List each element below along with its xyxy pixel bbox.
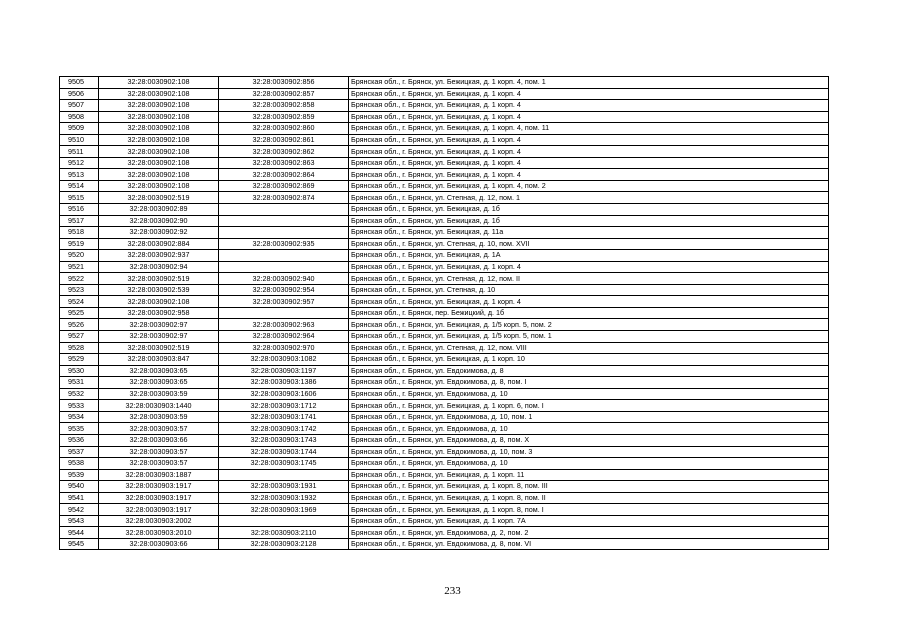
object-cadastral-number-cell: 32:28:0030903:1712	[219, 400, 349, 412]
table-row	[60, 180, 829, 192]
table-row	[60, 400, 829, 412]
object-cadastral-number-cell	[219, 469, 349, 481]
land-cadastral-number-cell: 32:28:0030902:97	[99, 331, 219, 343]
table-row	[60, 307, 829, 319]
row-number-cell: 9505	[60, 77, 99, 89]
land-cadastral-number-cell: 32:28:0030902:519	[99, 342, 219, 354]
object-cadastral-number-cell	[219, 227, 349, 239]
object-cadastral-number-cell: 32:28:0030902:964	[219, 331, 349, 343]
row-number-cell: 9519	[60, 238, 99, 250]
table-row	[60, 123, 829, 135]
row-number-cell: 9535	[60, 423, 99, 435]
land-cadastral-number-cell: 32:28:0030902:97	[99, 319, 219, 331]
row-number-cell: 9533	[60, 400, 99, 412]
land-cadastral-number-cell: 32:28:0030903:1887	[99, 469, 219, 481]
table-row	[60, 319, 829, 331]
table-row	[60, 504, 829, 516]
address-cell: Брянская обл., г. Брянск, ул. Бежицкая, д. 1 корп. 10	[349, 354, 829, 366]
object-cadastral-number-cell: 32:28:0030902:869	[219, 180, 349, 192]
land-cadastral-number-cell: 32:28:0030902:94	[99, 261, 219, 273]
row-number-cell: 9523	[60, 284, 99, 296]
table-row	[60, 215, 829, 227]
table-row	[60, 538, 829, 550]
land-cadastral-number-cell: 32:28:0030902:108	[99, 169, 219, 181]
object-cadastral-number-cell: 32:28:0030903:1197	[219, 365, 349, 377]
table-row	[60, 388, 829, 400]
land-cadastral-number-cell: 32:28:0030902:108	[99, 77, 219, 89]
address-cell: Брянская обл., г. Брянск, ул. Бежицкая, д. 1 корп. 4	[349, 111, 829, 123]
object-cadastral-number-cell: 32:28:0030903:1744	[219, 446, 349, 458]
land-cadastral-number-cell: 32:28:0030903:1440	[99, 400, 219, 412]
address-cell: Брянская обл., г. Брянск, ул. Степная, д. 12, пом. II	[349, 273, 829, 285]
address-cell: Брянская обл., г. Брянск, ул. Евдокимова, д. 10, пом. 3	[349, 446, 829, 458]
address-cell: Брянская обл., г. Брянск, ул. Бежицкая, д. 1 корп. 8, пом. I	[349, 504, 829, 516]
table-row	[60, 261, 829, 273]
land-cadastral-number-cell: 32:28:0030902:539	[99, 284, 219, 296]
table-row	[60, 273, 829, 285]
address-cell: Брянская обл., г. Брянск, ул. Евдокимова, д. 8, пом. I	[349, 377, 829, 389]
land-cadastral-number-cell: 32:28:0030903:847	[99, 354, 219, 366]
address-cell: Брянская обл., г. Брянск, ул. Бежицкая, д. 1 корп. 4, пом. 2	[349, 180, 829, 192]
land-cadastral-number-cell: 32:28:0030902:108	[99, 146, 219, 158]
address-cell: Брянская обл., г. Брянск, ул. Бежицкая, д. 1 корп. 11	[349, 469, 829, 481]
row-number-cell: 9544	[60, 527, 99, 539]
land-cadastral-number-cell: 32:28:0030902:108	[99, 296, 219, 308]
row-number-cell: 9542	[60, 504, 99, 516]
row-number-cell: 9529	[60, 354, 99, 366]
address-cell: Брянская обл., г. Брянск, ул. Евдокимова, д. 8, пом. X	[349, 434, 829, 446]
row-number-cell: 9512	[60, 157, 99, 169]
table-row	[60, 411, 829, 423]
table-row	[60, 204, 829, 216]
address-cell: Брянская обл., г. Брянск, ул. Бежицкая, д. 1 корп. 4	[349, 88, 829, 100]
land-cadastral-number-cell: 32:28:0030903:59	[99, 388, 219, 400]
table-row	[60, 192, 829, 204]
land-cadastral-number-cell: 32:28:0030903:1917	[99, 492, 219, 504]
land-cadastral-number-cell: 32:28:0030903:1917	[99, 481, 219, 493]
object-cadastral-number-cell: 32:28:0030902:954	[219, 284, 349, 296]
address-cell: Брянская обл., г. Брянск, ул. Бежицкая, д. 1б	[349, 204, 829, 216]
row-number-cell: 9513	[60, 169, 99, 181]
land-cadastral-number-cell: 32:28:0030902:89	[99, 204, 219, 216]
row-number-cell: 9539	[60, 469, 99, 481]
object-cadastral-number-cell: 32:28:0030903:1969	[219, 504, 349, 516]
object-cadastral-number-cell: 32:28:0030902:858	[219, 100, 349, 112]
address-cell: Брянская обл., г. Брянск, ул. Степная, д. 10, пом. XVII	[349, 238, 829, 250]
object-cadastral-number-cell: 32:28:0030903:1932	[219, 492, 349, 504]
row-number-cell: 9509	[60, 123, 99, 135]
row-number-cell: 9521	[60, 261, 99, 273]
object-cadastral-number-cell: 32:28:0030902:874	[219, 192, 349, 204]
row-number-cell: 9527	[60, 331, 99, 343]
address-cell: Брянская обл., г. Брянск, ул. Бежицкая, д. 1 корп. 8, пом. II	[349, 492, 829, 504]
row-number-cell: 9540	[60, 481, 99, 493]
object-cadastral-number-cell: 32:28:0030903:1386	[219, 377, 349, 389]
object-cadastral-number-cell: 32:28:0030902:859	[219, 111, 349, 123]
row-number-cell: 9545	[60, 538, 99, 550]
row-number-cell: 9525	[60, 307, 99, 319]
table-row	[60, 423, 829, 435]
address-cell: Брянская обл., г. Брянск, ул. Степная, д. 12, пом. VIII	[349, 342, 829, 354]
row-number-cell: 9511	[60, 146, 99, 158]
table-row	[60, 88, 829, 100]
row-number-cell: 9543	[60, 515, 99, 527]
object-cadastral-number-cell: 32:28:0030903:2110	[219, 527, 349, 539]
row-number-cell: 9520	[60, 250, 99, 262]
table-row	[60, 250, 829, 262]
address-cell: Брянская обл., г. Брянск, ул. Бежицкая, д. 1 корп. 4	[349, 134, 829, 146]
object-cadastral-number-cell: 32:28:0030902:940	[219, 273, 349, 285]
page-number: 233	[444, 585, 461, 597]
address-cell: Брянская обл., г. Брянск, ул. Евдокимова, д. 10	[349, 388, 829, 400]
address-cell: Брянская обл., г. Брянск, ул. Бежицкая, д. 1 корп. 4	[349, 157, 829, 169]
object-cadastral-number-cell: 32:28:0030903:1606	[219, 388, 349, 400]
address-cell: Брянская обл., г. Брянск, ул. Бежицкая, д. 1б	[349, 215, 829, 227]
row-number-cell: 9508	[60, 111, 99, 123]
address-cell: Брянская обл., г. Брянск, ул. Бежицкая, д. 1 корп. 6, пом. I	[349, 400, 829, 412]
object-cadastral-number-cell: 32:28:0030902:856	[219, 77, 349, 89]
table-row	[60, 469, 829, 481]
object-cadastral-number-cell: 32:28:0030902:864	[219, 169, 349, 181]
address-cell: Брянская обл., г. Брянск, ул. Бежицкая, д. 1 корп. 4, пом. 1	[349, 77, 829, 89]
table-row	[60, 527, 829, 539]
table-row	[60, 365, 829, 377]
object-cadastral-number-cell	[219, 307, 349, 319]
object-cadastral-number-cell: 32:28:0030903:1743	[219, 434, 349, 446]
object-cadastral-number-cell: 32:28:0030903:1082	[219, 354, 349, 366]
table-row	[60, 492, 829, 504]
land-cadastral-number-cell: 32:28:0030903:65	[99, 377, 219, 389]
row-number-cell: 9515	[60, 192, 99, 204]
row-number-cell: 9522	[60, 273, 99, 285]
address-cell: Брянская обл., г. Брянск, ул. Евдокимова, д. 8	[349, 365, 829, 377]
table-row	[60, 134, 829, 146]
land-cadastral-number-cell: 32:28:0030902:884	[99, 238, 219, 250]
object-cadastral-number-cell: 32:28:0030903:1931	[219, 481, 349, 493]
land-cadastral-number-cell: 32:28:0030903:66	[99, 538, 219, 550]
row-number-cell: 9536	[60, 434, 99, 446]
address-cell: Брянская обл., г. Брянск, ул. Степная, д. 12, пом. 1	[349, 192, 829, 204]
table-row	[60, 446, 829, 458]
address-cell: Брянская обл., г. Брянск, ул. Евдокимова, д. 10, пом. 1	[349, 411, 829, 423]
table-row	[60, 157, 829, 169]
table-row	[60, 481, 829, 493]
row-number-cell: 9510	[60, 134, 99, 146]
address-cell: Брянская обл., г. Брянск, ул. Бежицкая, д. 1/5 корп. 5, пом. 2	[349, 319, 829, 331]
row-number-cell: 9528	[60, 342, 99, 354]
address-cell: Брянская обл., г. Брянск, ул. Евдокимова, д. 10	[349, 423, 829, 435]
land-cadastral-number-cell: 32:28:0030902:108	[99, 180, 219, 192]
address-cell: Брянская обл., г. Брянск, ул. Евдокимова, д. 10	[349, 458, 829, 470]
table-row	[60, 342, 829, 354]
land-cadastral-number-cell: 32:28:0030903:2010	[99, 527, 219, 539]
row-number-cell: 9517	[60, 215, 99, 227]
land-cadastral-number-cell: 32:28:0030902:90	[99, 215, 219, 227]
table-row	[60, 77, 829, 89]
table-row	[60, 146, 829, 158]
address-cell: Брянская обл., г. Брянск, ул. Бежицкая, д. 1 корп. 4	[349, 169, 829, 181]
object-cadastral-number-cell: 32:28:0030903:2128	[219, 538, 349, 550]
registry-table	[59, 76, 829, 550]
land-cadastral-number-cell: 32:28:0030903:57	[99, 458, 219, 470]
object-cadastral-number-cell: 32:28:0030903:1742	[219, 423, 349, 435]
land-cadastral-number-cell: 32:28:0030902:108	[99, 123, 219, 135]
object-cadastral-number-cell: 32:28:0030902:857	[219, 88, 349, 100]
land-cadastral-number-cell: 32:28:0030902:958	[99, 307, 219, 319]
land-cadastral-number-cell: 32:28:0030902:108	[99, 111, 219, 123]
row-number-cell: 9526	[60, 319, 99, 331]
land-cadastral-number-cell: 32:28:0030902:519	[99, 273, 219, 285]
object-cadastral-number-cell: 32:28:0030902:963	[219, 319, 349, 331]
row-number-cell: 9534	[60, 411, 99, 423]
land-cadastral-number-cell: 32:28:0030902:92	[99, 227, 219, 239]
object-cadastral-number-cell: 32:28:0030902:935	[219, 238, 349, 250]
object-cadastral-number-cell: 32:28:0030902:957	[219, 296, 349, 308]
address-cell: Брянская обл., г. Брянск, ул. Бежицкая, д. 1 корп. 4	[349, 146, 829, 158]
row-number-cell: 9506	[60, 88, 99, 100]
table-row	[60, 284, 829, 296]
object-cadastral-number-cell: 32:28:0030902:860	[219, 123, 349, 135]
table-row	[60, 100, 829, 112]
address-cell: Брянская обл., г. Брянск, ул. Бежицкая, д. 1/5 корп. 5, пом. 1	[349, 331, 829, 343]
object-cadastral-number-cell	[219, 250, 349, 262]
table-row	[60, 354, 829, 366]
land-cadastral-number-cell: 32:28:0030903:65	[99, 365, 219, 377]
table-row	[60, 458, 829, 470]
object-cadastral-number-cell	[219, 204, 349, 216]
land-cadastral-number-cell: 32:28:0030903:1917	[99, 504, 219, 516]
object-cadastral-number-cell: 32:28:0030902:863	[219, 157, 349, 169]
object-cadastral-number-cell	[219, 215, 349, 227]
row-number-cell: 9518	[60, 227, 99, 239]
row-number-cell: 9524	[60, 296, 99, 308]
row-number-cell: 9507	[60, 100, 99, 112]
row-number-cell: 9531	[60, 377, 99, 389]
address-cell: Брянская обл., г. Брянск, ул. Бежицкая, д. 1 корп. 4	[349, 296, 829, 308]
row-number-cell: 9530	[60, 365, 99, 377]
land-cadastral-number-cell: 32:28:0030902:108	[99, 157, 219, 169]
address-cell: Брянская обл., г. Брянск, ул. Бежицкая, д. 11а	[349, 227, 829, 239]
address-cell: Брянская обл., г. Брянск, ул. Бежицкая, д. 1 корп. 7А	[349, 515, 829, 527]
land-cadastral-number-cell: 32:28:0030902:108	[99, 88, 219, 100]
table-row	[60, 238, 829, 250]
land-cadastral-number-cell: 32:28:0030903:57	[99, 446, 219, 458]
row-number-cell: 9516	[60, 204, 99, 216]
address-cell: Брянская обл., г. Брянск, ул. Степная, д. 10	[349, 284, 829, 296]
object-cadastral-number-cell	[219, 261, 349, 273]
object-cadastral-number-cell: 32:28:0030902:862	[219, 146, 349, 158]
land-cadastral-number-cell: 32:28:0030902:937	[99, 250, 219, 262]
address-cell: Брянская обл., г. Брянск, пер. Бежицкий, д. 1б	[349, 307, 829, 319]
row-number-cell: 9514	[60, 180, 99, 192]
land-cadastral-number-cell: 32:28:0030902:108	[99, 134, 219, 146]
table-row	[60, 377, 829, 389]
registry-table-body	[60, 77, 829, 550]
table-row	[60, 296, 829, 308]
table-row	[60, 169, 829, 181]
table-row	[60, 111, 829, 123]
land-cadastral-number-cell: 32:28:0030902:108	[99, 100, 219, 112]
address-cell: Брянская обл., г. Брянск, ул. Бежицкая, д. 1 корп. 8, пом. III	[349, 481, 829, 493]
land-cadastral-number-cell: 32:28:0030903:57	[99, 423, 219, 435]
land-cadastral-number-cell: 32:28:0030903:66	[99, 434, 219, 446]
object-cadastral-number-cell: 32:28:0030902:970	[219, 342, 349, 354]
address-cell: Брянская обл., г. Брянск, ул. Бежицкая, д. 1 корп. 4	[349, 261, 829, 273]
land-cadastral-number-cell: 32:28:0030903:59	[99, 411, 219, 423]
address-cell: Брянская обл., г. Брянск, ул. Евдокимова, д. 8, пом. VI	[349, 538, 829, 550]
table-row	[60, 331, 829, 343]
object-cadastral-number-cell	[219, 515, 349, 527]
table-row	[60, 515, 829, 527]
object-cadastral-number-cell: 32:28:0030903:1745	[219, 458, 349, 470]
row-number-cell: 9537	[60, 446, 99, 458]
address-cell: Брянская обл., г. Брянск, ул. Бежицкая, д. 1А	[349, 250, 829, 262]
row-number-cell: 9538	[60, 458, 99, 470]
address-cell: Брянская обл., г. Брянск, ул. Евдокимова, д. 2, пом. 2	[349, 527, 829, 539]
table-row	[60, 227, 829, 239]
row-number-cell: 9541	[60, 492, 99, 504]
object-cadastral-number-cell: 32:28:0030902:861	[219, 134, 349, 146]
land-cadastral-number-cell: 32:28:0030903:2002	[99, 515, 219, 527]
table-row	[60, 434, 829, 446]
address-cell: Брянская обл., г. Брянск, ул. Бежицкая, д. 1 корп. 4	[349, 100, 829, 112]
row-number-cell: 9532	[60, 388, 99, 400]
land-cadastral-number-cell: 32:28:0030902:519	[99, 192, 219, 204]
address-cell: Брянская обл., г. Брянск, ул. Бежицкая, д. 1 корп. 4, пом. 11	[349, 123, 829, 135]
object-cadastral-number-cell: 32:28:0030903:1741	[219, 411, 349, 423]
